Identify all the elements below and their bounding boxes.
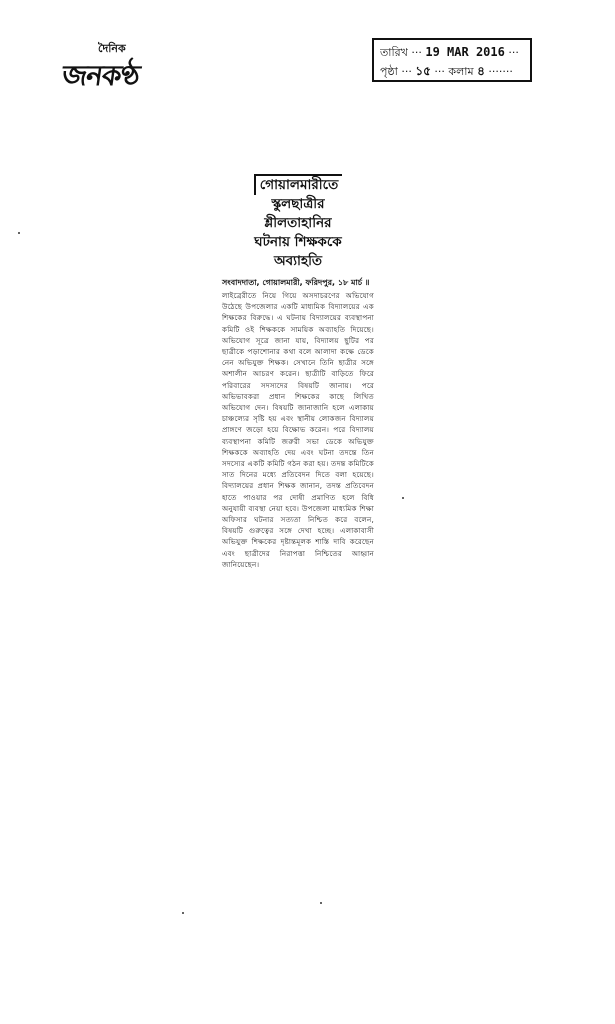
stamp-date-label: তারিখ (380, 46, 408, 59)
stamp-page-row: পৃষ্ঠা ··· ১৫ ··· কলাম ৪ ······· (380, 64, 513, 78)
stamp-page-value: ১৫ (415, 64, 431, 78)
stamp-date-row: তারিখ ··· 19 MAR 2016 ··· (380, 45, 519, 59)
scan-speck (18, 232, 20, 234)
stamp-column-value: ৪ (477, 64, 485, 78)
clipping-stamp (372, 38, 532, 82)
article-byline: সংবাদদাতা, গোয়ালমারী, ফরিদপুর, ১৮ মার্চ ॥ (222, 278, 370, 287)
headline-line: ঘটনায় শিক্ষককে (254, 234, 342, 250)
headline-line: স্কুলছাত্রীর (271, 196, 325, 212)
article-body: লাইব্রেরীতে নিয়ে গিয়ে অসদাচরণের অভিযোগ উঠেছে উপজেলার একটি মাধ্যমিক বিদ্যালয়ের এক শিক্ষকের বিরুদ্ধে। এ ঘটনায় বিদ্যালয়ের ব্যবস্থাপনা কমিটি ওই শিক্ষককে সাময়িক অব্যাহতি দিয়েছে। অভিযোগ সূত্রে জানা যায়, বিদ্যালয় ছুটির পর ছাত্রীকে পড়াশোনার কথা বলে আলাদা কক্ষে ডেকে নেন অভিযুক্ত শিক্ষক। সেখানে তিনি ছাত্রীর সঙ্গে অশালীন আচরণ করেন। ছাত্রীটি বাড়িতে ফিরে পরিবারের সদস্যদের বিষয়টি জানায়। পরে অভিভাবকরা প্রধান শিক্ষকের কাছে লিখিত অভিযোগ দেন। বিষয়টি জানাজানি হলে এলাকায় চাঞ্চল্যের সৃষ্টি হয় এবং স্থানীয় লোকজন বিদ্যালয় প্রাঙ্গণে জড়ো হয়ে বিক্ষোভ করেন। পরে বিদ্যালয় ব্যবস্থাপনা কমিটি জরুরী সভা ডেকে অভিযুক্ত শিক্ষককে অব্যাহতি দেয় এবং ঘটনা তদন্তে তিন সদস্যের একটি কমিটি গঠন করা হয়। তদন্ত কমিটিকে সাত দিনের মধ্যে প্রতিবেদন দিতে বলা হয়েছে। বিদ্যালয়ের প্রধান শিক্ষক জানান, তদন্ত প্রতিবেদন হাতে পাওয়ার পর দোষী প্রমাণিত হলে বিধি অনুযায়ী ব্যবস্থা নেয়া হবে। উপজেলা মাধ্যমিক শিক্ষা অফিসার ঘটনার সত্যতা নিশ্চিত করে বলেন, বিষয়টি গুরুত্বের সঙ্গে দেখা হচ্ছে। এলাকাবাসী অভিযুক্ত শিক্ষকের দৃষ্টান্তমূলক শাস্তি দাবি করেছেন এবং ছাত্রীদের নিরাপত্তা নিশ্চিতের আহ্বান জানিয়েছেন। (222, 291, 374, 569)
masthead-daily-label: দৈনিক (98, 42, 126, 55)
scan-speck (402, 497, 404, 499)
masthead-name: জনকণ্ঠ (59, 59, 142, 92)
news-clipping (222, 172, 374, 670)
article-headline (222, 172, 374, 271)
stamp-date-value: 19 MAR 2016 (425, 45, 505, 59)
newspaper-masthead (59, 40, 182, 100)
scan-speck (182, 912, 184, 914)
headline-line: অব্যাহতি (273, 253, 323, 269)
stamp-column-label: কলাম (448, 65, 474, 78)
headline-line: গোয়ালমারীতে (254, 174, 342, 195)
headline-line: শ্লীলতাহানির (264, 215, 332, 231)
scan-speck (320, 902, 322, 904)
stamp-page-label: পৃষ্ঠা (380, 65, 398, 78)
